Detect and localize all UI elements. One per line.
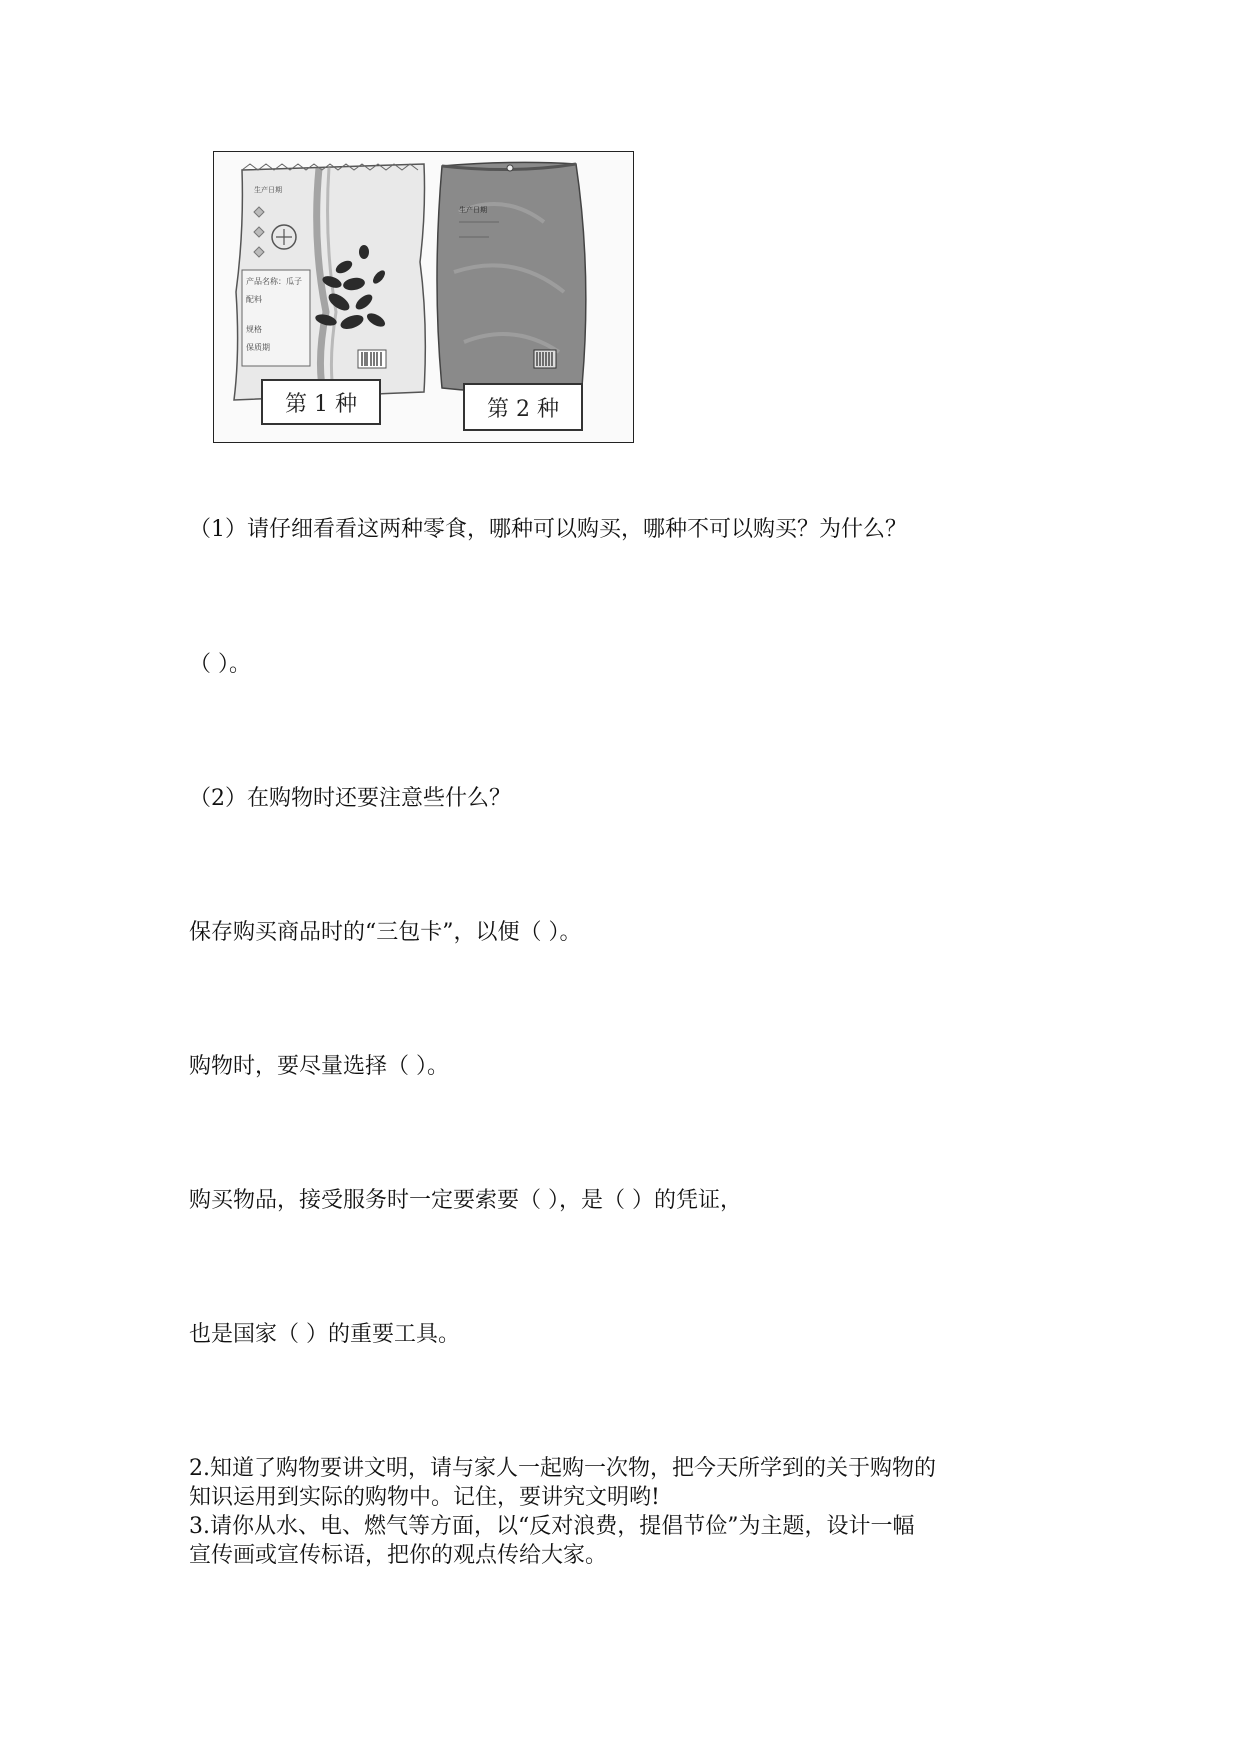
package-1-label-name: 产品名称：瓜子 <box>246 277 302 286</box>
question-2-line-4: 也是国家（ ）的重要工具。 <box>189 1322 460 1347</box>
package-1-label-ingredients: 配料 <box>246 295 262 304</box>
question-2-line-1: 保存购买商品时的“三包卡”，以便（ ）。 <box>189 920 582 945</box>
item-3-line-2: 宣传画或宣传标语，把你的观点传给大家。 <box>189 1543 608 1568</box>
package-1-label-spec: 规格 <box>246 325 262 334</box>
question-2-line-2: 购物时，要尽量选择（ ）。 <box>189 1054 449 1079</box>
item-2-line-2: 知识运用到实际的购物中。记住，要讲究文明哟! <box>189 1485 660 1510</box>
package-2-date: 生产日期 <box>459 206 487 214</box>
package-1-barcode <box>358 350 386 368</box>
package-2-image <box>437 162 586 430</box>
package-1-date: 生产日期 <box>254 186 282 194</box>
package-2-barcode <box>534 350 556 368</box>
package-1-image <box>234 164 425 424</box>
package-2-caption: 第 2 种 <box>487 397 559 422</box>
package-1-label-shelf: 保质期 <box>246 343 270 352</box>
question-2-line-3: 购买物品，接受服务时一定要索要（ ），是（ ）的凭证， <box>189 1188 742 1213</box>
question-2-text: （2）在购物时还要注意些什么？ <box>189 786 511 811</box>
package-1-caption: 第 1 种 <box>285 392 357 417</box>
snack-packages-figure <box>213 151 634 443</box>
question-1-answer-blank: （ ）。 <box>189 652 251 677</box>
question-1-text: （1）请仔细看看这两种零食，哪种可以购买，哪种不可以购买？为什么？ <box>189 517 907 542</box>
item-2-line-1: 2.知道了购物要讲文明，请与家人一起购一次物，把今天所学到的关于购物的 <box>189 1456 936 1481</box>
item-3-line-1: 3.请你从水、电、燃气等方面，以“反对浪费，提倡节俭”为主题，设计一幅 <box>189 1514 915 1539</box>
